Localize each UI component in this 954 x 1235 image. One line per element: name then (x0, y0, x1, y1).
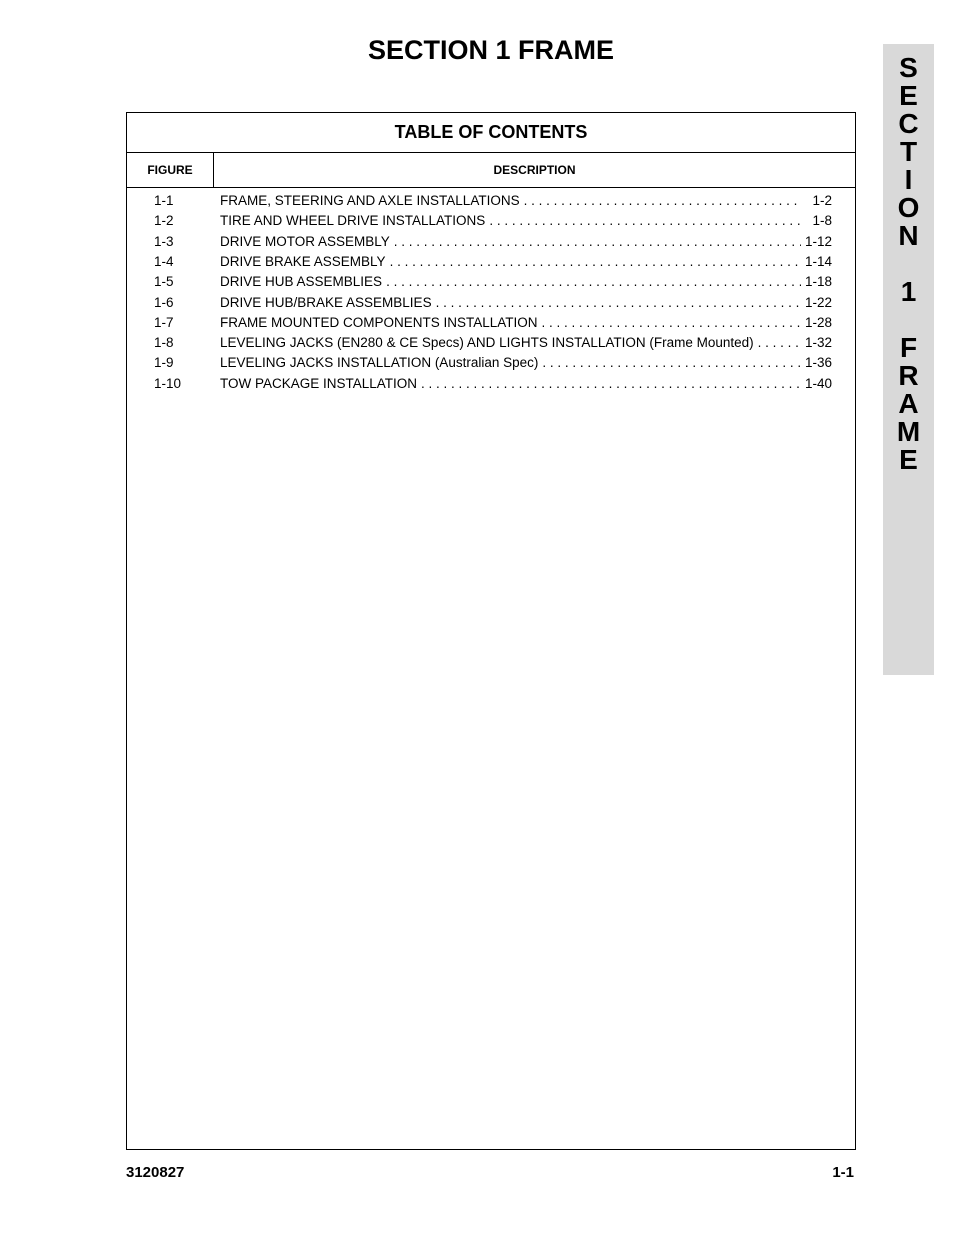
toc-row[interactable] (127, 252, 855, 272)
toc-figure-number: 1-2 (154, 213, 174, 228)
toc-row[interactable] (127, 353, 855, 373)
leader-dots (386, 272, 801, 292)
side-tab-letter: E (899, 444, 918, 475)
side-tab-letter: S (899, 52, 918, 83)
toc-page-number: 1-28 (804, 315, 832, 330)
side-tab-letter: I (904, 164, 913, 195)
toc-row[interactable] (127, 191, 855, 211)
toc-page-number: 1-36 (804, 355, 832, 370)
toc-figure-number: 1-4 (154, 254, 174, 269)
toc-page-number: 1-22 (804, 295, 832, 310)
toc-description: DRIVE HUB ASSEMBLIES (220, 274, 383, 289)
toc-page-number: 1-12 (804, 234, 832, 249)
side-tab-letter: N (898, 220, 919, 251)
document-number: 3120827 (126, 1164, 185, 1181)
leader-dots (421, 374, 801, 394)
side-tab-letter: A (898, 388, 919, 419)
side-tab-letter: T (899, 136, 918, 167)
toc-row[interactable] (127, 211, 855, 231)
toc-page-number: 1-18 (804, 274, 832, 289)
toc-description: LEVELING JACKS INSTALLATION (Australian Spec) (220, 355, 539, 370)
toc-figure-number: 1-5 (154, 274, 174, 289)
table-of-contents (126, 112, 856, 1150)
toc-row[interactable] (127, 374, 855, 394)
page-title: SECTION 1 FRAME (367, 35, 615, 65)
side-tab-letter: O (897, 192, 920, 223)
toc-title: TABLE OF CONTENTS (127, 113, 855, 153)
side-tab-letter: C (898, 108, 919, 139)
leader-dots (390, 252, 801, 272)
leader-dots (489, 211, 802, 231)
toc-row[interactable] (127, 333, 855, 353)
toc-figure-number: 1-6 (154, 295, 174, 310)
toc-description: FRAME MOUNTED COMPONENTS INSTALLATION (220, 315, 538, 330)
toc-figure-number: 1-7 (154, 315, 174, 330)
toc-page-number: 1-14 (804, 254, 832, 269)
leader-dots (394, 232, 801, 252)
toc-description: FRAME, STEERING AND AXLE INSTALLATIONS (220, 193, 520, 208)
side-tab-letter: F (899, 332, 918, 363)
leader-dots (542, 353, 801, 373)
toc-page-number: 1-2 (812, 193, 832, 208)
toc-row[interactable] (127, 313, 855, 333)
toc-row[interactable] (127, 232, 855, 252)
toc-description: TIRE AND WHEEL DRIVE INSTALLATIONS (220, 213, 486, 228)
toc-figure-number: 1-1 (154, 193, 174, 208)
toc-description: LEVELING JACKS (EN280 & CE Specs) AND LIGHTS INSTALLATION (Frame Mounted) (220, 335, 754, 350)
toc-page-number: 1-32 (804, 335, 832, 350)
toc-row[interactable] (127, 293, 855, 313)
toc-figure-number: 1-8 (154, 335, 174, 350)
leader-dots (542, 313, 801, 333)
page-number: 1-1 (832, 1164, 854, 1181)
toc-description: DRIVE MOTOR ASSEMBLY (220, 234, 390, 249)
side-tab-letter: E (899, 80, 918, 111)
toc-figure-number: 1-3 (154, 234, 174, 249)
toc-figure-number: 1-9 (154, 355, 174, 370)
section-side-tab (883, 44, 934, 675)
leader-dots (524, 191, 802, 211)
side-tab-letter: R (898, 360, 919, 391)
leader-dots (436, 293, 801, 313)
toc-page-number: 1-8 (812, 213, 832, 228)
toc-description: TOW PACKAGE INSTALLATION (220, 376, 418, 391)
toc-row[interactable] (127, 272, 855, 292)
leader-dots (758, 333, 801, 353)
side-tab-letter: M (896, 416, 921, 447)
side-tab-letter: 1 (900, 276, 917, 307)
toc-page-number: 1-40 (804, 376, 832, 391)
toc-description: DRIVE HUB/BRAKE ASSEMBLIES (220, 295, 432, 310)
toc-figure-number: 1-10 (154, 376, 182, 391)
description-column-header: DESCRIPTION (214, 153, 855, 188)
figure-column-header: FIGURE (127, 153, 214, 188)
toc-description: DRIVE BRAKE ASSEMBLY (220, 254, 386, 269)
